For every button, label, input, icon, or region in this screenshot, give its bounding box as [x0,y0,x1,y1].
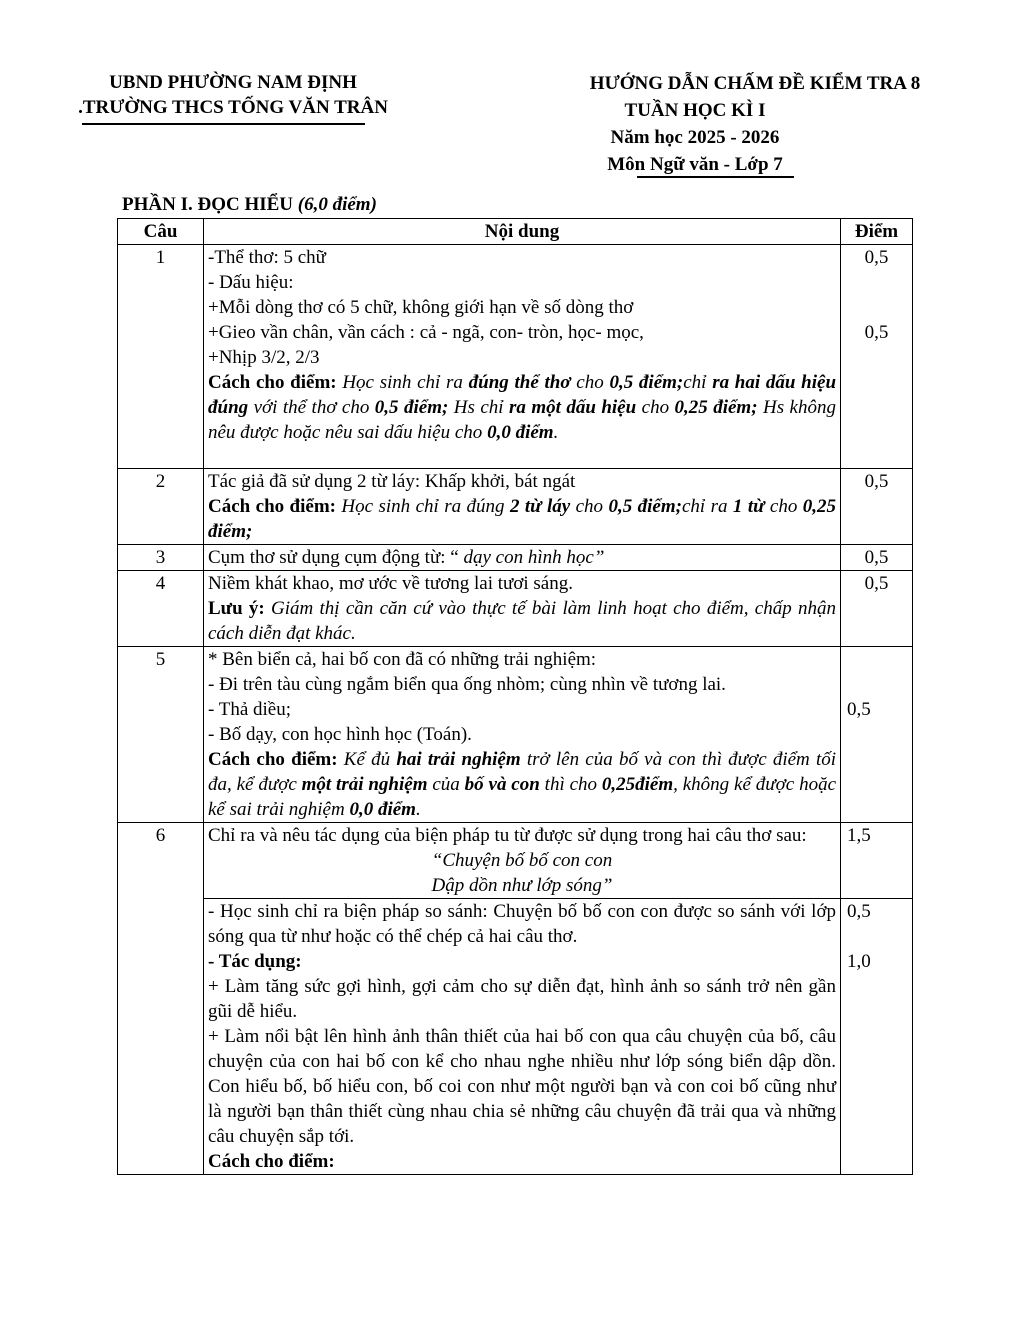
header-points: Điểm [841,219,913,245]
answer-content: Niềm khát khao, mơ ước về tương lai tươi sáng. Lưu ý: Giám thị cần căn cứ vào thực tế bài làm linh hoạt cho điểm, chấp nhận cách diễn đạt khác. [204,571,841,647]
table-row [118,647,913,823]
table-header-row [118,219,913,245]
points-cell: 0,5 [841,571,913,647]
verse-line: Dập dồn như lớp sóng” [431,875,613,896]
subject-grade: Môn Ngữ văn - Lớp 7 [607,154,783,175]
grading-note: Cách cho điểm: Kể đủ hai trải nghiệm trở lên của bố và con thì được điểm tối đa, kể được một trải nghiệm của bố và con thì cho 0,25điểm, không kể được hoặc kể sai trải nghiệm 0,0 điểm. [208,749,837,820]
points-cell: 0,5 [841,469,913,545]
points-cell: 0,5 0,5 [841,245,913,469]
question-number: 3 [118,545,204,571]
table-row [118,545,913,571]
header-underline [82,123,365,125]
question-number: 6 [118,823,204,1175]
grading-note: Lưu ý: Giám thị cần căn cứ vào thực tế bài làm linh hoạt cho điểm, chấp nhận cách diễn đạt khác. [208,598,837,644]
document-subtitle: TUẦN HỌC KÌ I [624,100,766,121]
table-row [118,571,913,647]
school-header [48,70,418,120]
points-cell: 0,5 [841,647,913,823]
header-underline-right [637,176,794,178]
answer-content: * Bên biển cả, hai bố con đã có những trải nghiệm: - Đi trên tàu cùng ngắm biển qua ống nhòm; cùng nhìn về tương lai. - Thả diều; - Bố dạy, con học hình học (Toán). Cách cho điểm: Kể đủ hai trải nghiệm trở lên của bố và con thì được điểm tối đa, kể được một trải nghiệm của bố và con thì cho 0,25điểm, không kể được hoặc kể sai trải nghiệm 0,0 điểm. [204,647,841,823]
answer-content: -Thể thơ: 5 chữ - Dấu hiệu: +Mỗi dòng thơ có 5 chữ, không giới hạn về số dòng thơ +Gieo vần chân, vần cách : cả - ngã, con- tròn, học- mọc, +Nhịp 3/2, 2/3 Cách cho điểm: Học sinh chỉ ra đúng thể thơ cho 0,5 điểm;chỉ ra hai dấu hiệu đúng với thể thơ cho 0,5 điểm; Hs chỉ ra một dấu hiệu cho 0,25 điểm; Hs không nêu được hoặc nêu sai dấu hiệu cho 0,0 điểm. [204,245,841,469]
answer-content: Tác giả đã sử dụng 2 từ láy: Khấp khởi, bát ngát Cách cho điểm: Học sinh chỉ ra đúng 2 từ láy cho 0,5 điểm;chỉ ra 1 từ cho 0,25 điểm; [204,469,841,545]
points-cell: 1,5 [841,823,913,899]
document-title: HƯỚNG DẪN CHẤM ĐỀ KIỂM TRA 8 [589,73,921,94]
table-row [118,899,913,1175]
answer-content: - Học sinh chỉ ra biện pháp so sánh: Chuyện bố bố con con được so sánh với lớp sóng qua từ như hoặc có thể chép cả hai câu thơ. - Tác dụng: + Làm tăng sức gợi hình, gợi cảm cho sự diễn đạt, hình ảnh so sánh trở nên gần gũi dễ hiểu. + Làm nổi bật lên hình ảnh thân thiết của hai bố con qua câu chuyện của bố, câu chuyện của con hai bố con kể cho nhau nghe nhiều như lớp sóng biển dập dồn. Con hiểu bố, bố hiểu con, bố coi con như một người bạn và con coi bố cũng như là người bạn thân thiết cùng nhau chia sẻ những câu chuyện đã trải qua và những câu chuyện sắp tới. Cách cho điểm: [204,899,841,1175]
school-name: .TRƯỜNG THCS TỐNG VĂN TRÂN [78,97,388,118]
table-row [118,245,913,469]
verse-line: “Chuyện bố bố con con [431,850,613,871]
section-title: PHẦN I. ĐỌC HIỂU (6,0 điểm) [122,194,377,215]
answer-content: Cụm thơ sử dụng cụm động từ: “ dạy con hình học” [204,545,841,571]
points-cell: 0,5 1,0 [841,899,913,1175]
points-cell: 0,5 [841,545,913,571]
question-number: 1 [118,245,204,469]
grading-note: Cách cho điểm: Học sinh chỉ ra đúng 2 từ láy cho 0,5 điểm;chỉ ra 1 từ cho 0,25 điểm; [208,496,837,542]
table-row [118,469,913,545]
ward-name: UBND PHƯỜNG NAM ĐỊNH [109,72,357,93]
document-header [530,70,980,178]
question-number: 2 [118,469,204,545]
question-number: 5 [118,647,204,823]
question-prompt: Chỉ ra và nêu tác dụng của biện pháp tu từ được sử dụng trong hai câu thơ sau: “Chuyện bố bố con con Dập dồn như lớp sóng” [204,823,841,899]
school-year: Năm học 2025 - 2026 [610,127,780,148]
question-number: 4 [118,571,204,647]
grading-table [117,218,913,1175]
header-content: Nội dung [204,219,841,245]
table-row [118,823,913,899]
grading-note: Cách cho điểm: Học sinh chỉ ra đúng thể thơ cho 0,5 điểm;chỉ ra hai dấu hiệu đúng với thể thơ cho 0,5 điểm; Hs chỉ ra một dấu hiệu cho 0,25 điểm; Hs không nêu được hoặc nêu sai dấu hiệu cho 0,0 điểm. [208,372,837,443]
header-question: Câu [118,219,204,245]
